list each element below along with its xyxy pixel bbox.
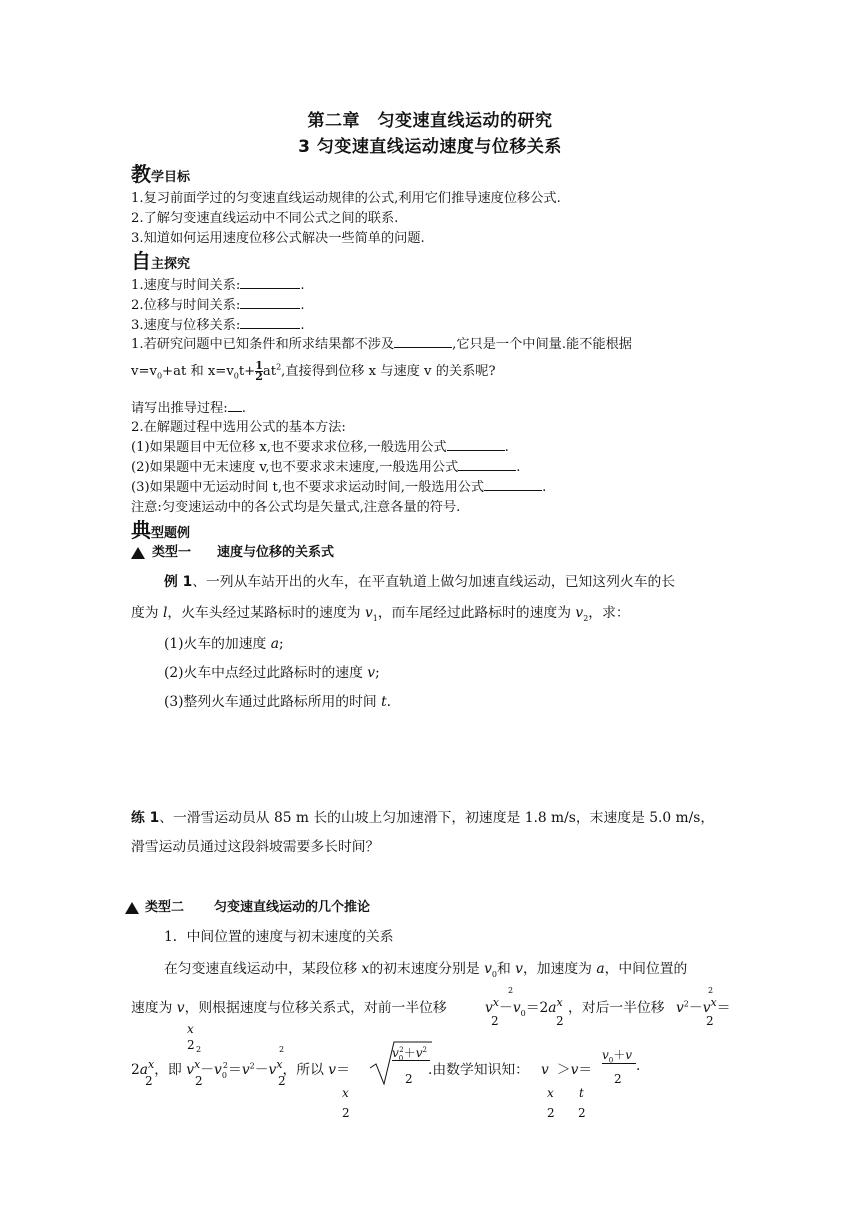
method-item-1: (1)如果题目中无位移 x,也不要求求位移,一般选用公式 . [131, 440, 509, 455]
method-item-3: (3)如果题中无运动时间 t,也不要求求运动时间,一般选用公式 . [131, 480, 547, 495]
type-label: 类型一 [152, 545, 192, 560]
subscript-fraction-num: x [342, 1086, 349, 1100]
method-item-2: (2)如果题中无末速度 v,也不要求求末速度,一般选用公式 . [131, 460, 521, 475]
example-1-item-2: (2)火车中点经过此路标时的速度 v; [164, 665, 380, 681]
explore-item-1: 1.速度与时间关系: . [131, 278, 305, 293]
question-text: 1.若研究问题中已知条件和所求结果都不涉及 [131, 337, 395, 352]
type-title: 速度与位移的关系式 [217, 545, 335, 560]
formula-denominator: 2 [491, 1014, 499, 1028]
example-1-line-1 [164, 570, 675, 590]
explore-item-2: 2.位移与时间关系: . [131, 298, 305, 313]
subscript-fraction-den: 2 [342, 1106, 350, 1120]
example-text: 、一列从车站开出的火车，在平直轨道上做匀加速直线运动，已知这列火车的长 [192, 574, 676, 590]
example-1-item-1: (1)火车的加速度 a; [164, 636, 284, 652]
note-text: 注意:匀变速运动中的各公式均是矢量式,注意各量的符号. [131, 500, 461, 515]
subscript: 0 [233, 371, 239, 381]
type-1-heading [152, 541, 334, 560]
sqrt-numerator: $v_0^2+v^2$ [392, 1046, 427, 1063]
answer-blank[interactable] [394, 335, 452, 348]
fraction-bar [602, 1063, 636, 1064]
type-title: 匀变速直线运动的几个推论 [214, 900, 371, 915]
question-2-title: 2.在解题过程中选用公式的基本方法: [131, 420, 346, 435]
subscript-fraction-num: t [579, 1086, 584, 1100]
formula-text: +at 和 x=v [162, 364, 234, 379]
practice-1-line-1: 练 1、一滑雪运动员从 85 m 长的山坡上匀加速滑下，初速度是 1.8 m/s，末速度是 5.0 m/s， [131, 810, 715, 826]
formula-denominator: 2 [405, 1072, 413, 1086]
example-1-line-2: 度为 l，火车头经过某路标时的速度为 $v_1$，而车尾经过此路标时的速度为 $v_2$，求： [131, 605, 630, 623]
section-heading-objectives [131, 158, 190, 187]
answer-blank[interactable] [240, 316, 300, 329]
subscript: 0 [156, 371, 163, 381]
question-1-line-2 [131, 360, 496, 382]
fraction-one-half: $\frac{1}{2}$ [255, 359, 263, 383]
example-label: 例 1 [164, 574, 193, 590]
superscript: 2 [276, 362, 282, 372]
question-text: ,它只是一个中间量.能不能根据 [452, 337, 632, 352]
lesson-title: 3 匀变速直线运动速度与位移关系 [298, 137, 562, 157]
variable-l: l [162, 605, 168, 621]
inequality-formula: v ＞v＝ [541, 1062, 593, 1078]
type-2-line-1: 在匀变速直线运动中，某段位移 x的初末速度分别是 $v_0$和 v，加速度为 a，中间位置的 [164, 961, 688, 979]
question-text: ,直接得到位移 x 与速度 v 的关系呢? [281, 364, 496, 379]
formula-text: at [262, 364, 277, 379]
fraction-numerator: $v_0+v$ [602, 1048, 633, 1065]
formula-text: v=v [131, 364, 157, 379]
formula-first-half: $v^x-v_0=2a^x$ [485, 996, 563, 1018]
formula-denominator: 2 [195, 1074, 203, 1088]
formula-denominator: 2 [706, 1014, 714, 1028]
practice-label: 练 1 [131, 810, 160, 826]
method-text: (2)如果题中无末速度 v,也不要求求末速度,一般选用公式 [131, 460, 459, 475]
formula-second-half: $v^2-v^x=$ [676, 996, 731, 1016]
formula-denominator: 2 [614, 1072, 622, 1086]
derivation-prompt: 请写出推导过程: . [131, 401, 246, 416]
example-1-item-3: (3)整列火车通过此路标所用的时间 t. [164, 694, 392, 710]
subscript-fraction-num: x [547, 1086, 554, 1100]
method-text: (3)如果题中无运动时间 t,也不要求求运动时间,一般选用公式 [131, 480, 485, 495]
variable-v2: v [575, 605, 584, 621]
formula-denominator: 2 [556, 1014, 564, 1028]
formula-denominator: 2 [145, 1074, 153, 1088]
variable-v1: v [364, 605, 373, 621]
type-2-line-3: $2a^x$，即 $v^x-v_0^2=v^2-v^x$，所以 v＝ [131, 1058, 350, 1080]
subscript-fraction-den: 2 [547, 1106, 555, 1120]
triangle-marker-icon [125, 902, 139, 914]
chapter-title: 第二章 匀变速直线运动的研究 [307, 111, 553, 131]
answer-blank[interactable] [484, 478, 542, 491]
answer-blank[interactable] [228, 399, 242, 412]
answer-blank[interactable] [458, 458, 516, 471]
heading-big-char: 典 [131, 518, 151, 542]
method-text: (1)如果题目中无位移 x,也不要求求位移,一般选用公式 [131, 440, 447, 455]
explore-label: 3.速度与位移关系: [131, 318, 241, 333]
subscript-fraction-den: 2 [578, 1106, 586, 1120]
objective-2: 2.了解匀变速直线运动中不同公式之间的联系. [131, 211, 399, 226]
section-heading-explore [131, 245, 190, 274]
subscript-fraction-den: 2 [187, 1038, 195, 1052]
fraction-bar [392, 1060, 430, 1061]
question-1-line-1 [131, 333, 632, 352]
heading-small-text: 主探究 [151, 257, 191, 272]
explore-item-3: 3.速度与位移关系: . [131, 318, 305, 333]
objective-1: 1.复习前面学过的匀变速直线运动规律的公式,利用它们推导速度位移公式. [131, 191, 561, 206]
section-heading-examples [131, 514, 190, 543]
triangle-marker-icon [131, 547, 145, 559]
type-2-line-3-end: .由数学知识知： [428, 1062, 529, 1078]
answer-blank[interactable] [240, 276, 300, 289]
practice-1-line-2: 滑雪运动员通过这段斜坡需要多长时间？ [131, 839, 380, 855]
explore-label: 2.位移与时间关系: [131, 298, 241, 313]
heading-big-char: 教 [131, 162, 151, 186]
explore-label: 1.速度与时间关系: [131, 278, 241, 293]
formula-text: t+ [238, 364, 256, 379]
heading-small-text: 型题例 [151, 526, 191, 541]
subscript-fraction-num: x [187, 1022, 194, 1036]
formula-sup: 2 [196, 1045, 202, 1054]
formula-sup: 2 [508, 986, 514, 995]
type-2-line-2-start: 速度为 v，则根据速度与位移关系式，对前一半位移 [131, 1000, 447, 1016]
heading-small-text: 学目标 [151, 170, 191, 185]
question-text: 请写出推导过程: [131, 401, 228, 416]
type-label: 类型二 [145, 900, 185, 915]
objective-3: 3.知道如何运用速度位移公式解决一些简单的问题. [131, 231, 425, 246]
subsection-1-heading: 1．中间位置的速度与初末速度的关系 [164, 929, 394, 945]
period: . [636, 1058, 641, 1074]
heading-big-char: 自 [131, 249, 151, 273]
type-2-heading [145, 896, 370, 915]
formula-sup: 2 [279, 1045, 285, 1054]
answer-blank[interactable] [240, 296, 300, 309]
type-2-line-2-mid: ，对后一半位移 [568, 1000, 665, 1016]
answer-blank[interactable] [447, 438, 505, 451]
formula-sup: 2 [708, 986, 714, 995]
formula-denominator: 2 [278, 1074, 286, 1088]
